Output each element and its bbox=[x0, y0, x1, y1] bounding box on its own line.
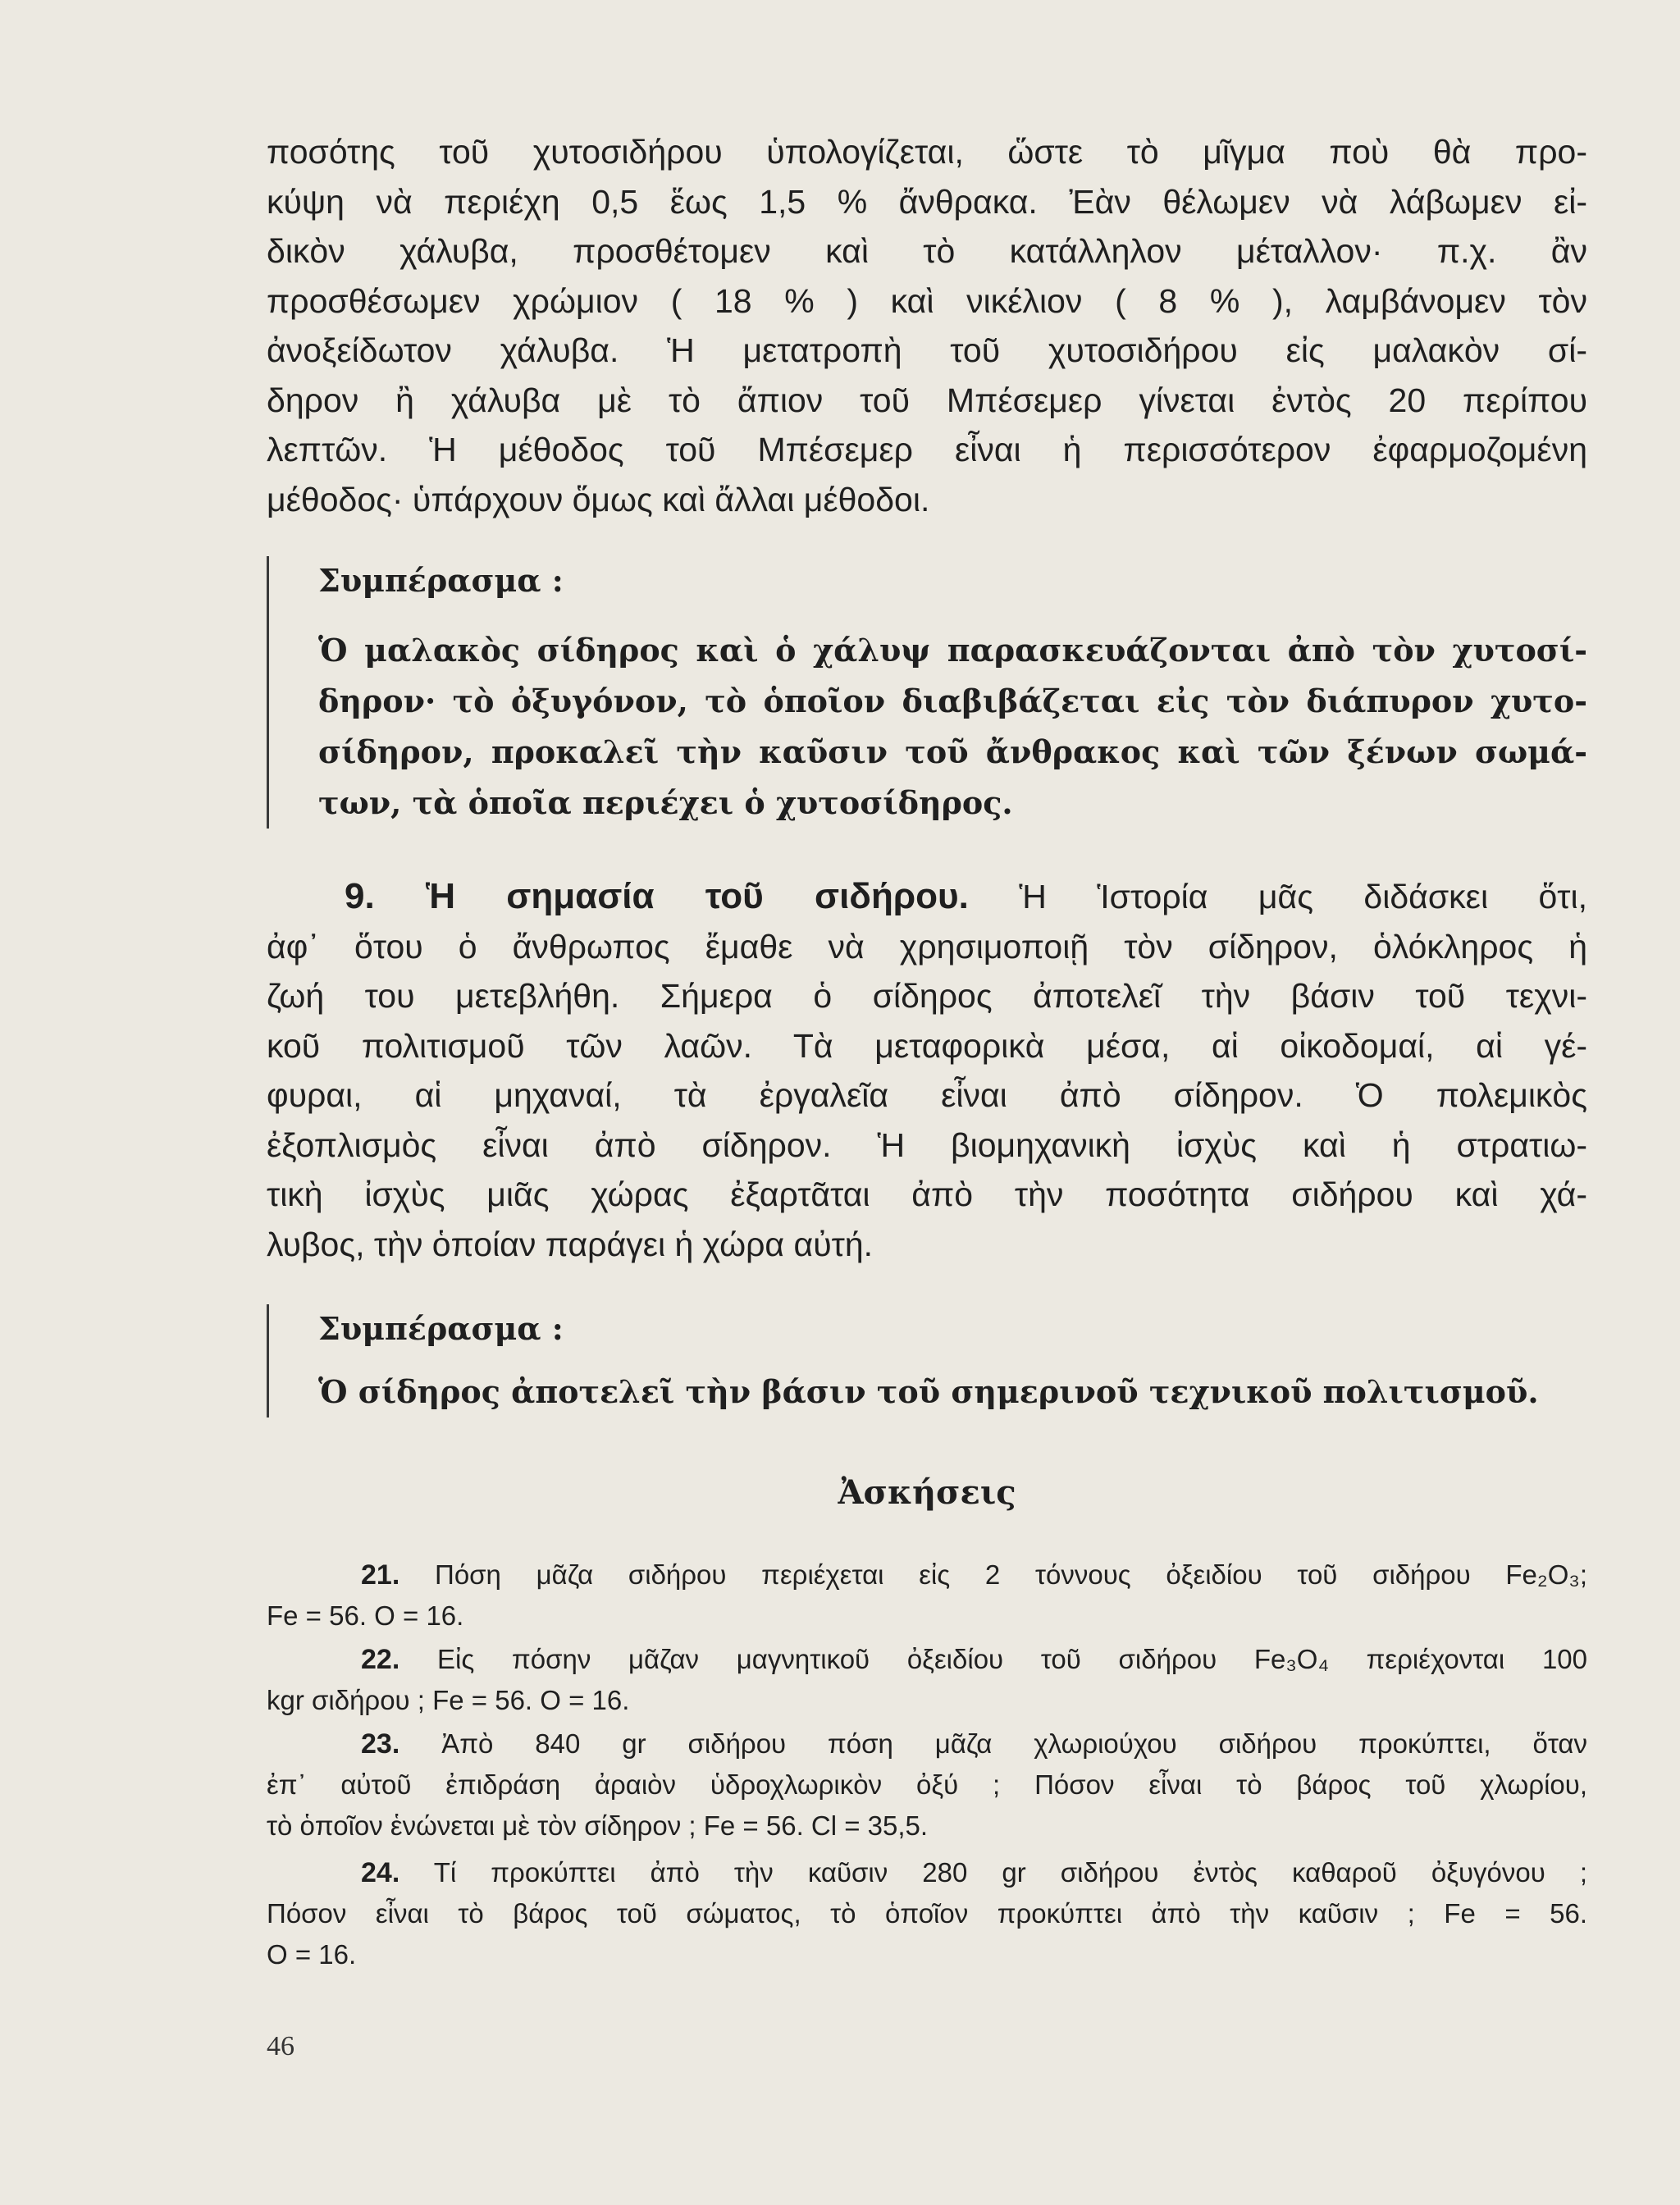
exercise-text: Ἀπὸ 840 gr σιδήρου πόση μᾶζα χλωριούχου σιδήρου προκύπτει, ὅταν bbox=[441, 1728, 1587, 1759]
exercise-first-line bbox=[267, 1723, 1587, 1764]
section-line: λυβος, τὴν ὁποίαν παράγει ἡ χώρα αὐτή. bbox=[267, 1225, 874, 1263]
exercises-title: Ἀσκήσεις bbox=[838, 1473, 1016, 1512]
intro-line: ποσότης τοῦ χυτοσιδήρου ὑπολογίζεται, ὥστε τὸ μῖγμα ποὺ θὰ προ- bbox=[267, 133, 1587, 171]
exercise-line: τὸ ὁποῖον ἑνώνεται μὲ τὸν σίδηρον ; Fe = 56. Cl = 35,5. bbox=[267, 1810, 929, 1841]
exercise-line: kgr σιδήρου ; Fe = 56. O = 16. bbox=[267, 1685, 630, 1715]
intro-line: λεπτῶν. Ἡ μέθοδος τοῦ Μπέσεμερ εἶναι ἡ περισσότερον ἐφαρμοζομένη bbox=[267, 431, 1587, 468]
section-line: κοῦ πολιτισμοῦ τῶν λαῶν. Τὰ μεταφορικὰ μέσα, αἱ οἰκοδομαί, αἱ γέ- bbox=[267, 1026, 1587, 1065]
exercise-first-line bbox=[267, 1639, 1587, 1680]
conclusion-line: Ὁ μαλακὸς σίδηρος καὶ ὁ χάλυψ παρασκευάζονται ἀπὸ τὸν χυτοσί- bbox=[318, 632, 1587, 669]
section-9-first-text: Ἡ Ἱστορία μᾶς διδάσκει ὅτι, bbox=[1019, 878, 1587, 915]
section-line: ἀφ᾽ ὅτου ὁ ἄνθρωπος ἔμαθε νὰ χρησιμοποιῇ τὸν σίδηρον, ὁλόκληρος ἡ bbox=[267, 927, 1587, 966]
section-line: φυραι, αἱ μηχαναί, τὰ ἐργαλεῖα εἶναι ἀπὸ σίδηρον. Ὁ πολεμικὸς bbox=[267, 1076, 1587, 1114]
intro-line: κύψη νὰ περιέχη 0,5 ἕως 1,5 % ἄνθρακα. Ἐὰν θέλωμεν νὰ λάβωμεν εἰ- bbox=[267, 182, 1587, 221]
exercise-line: Fe = 56. O = 16. bbox=[267, 1600, 464, 1631]
intro-line: προσθέσωμεν χρώμιον ( 18 % ) καὶ νικέλιον ( 8 % ), λαμβάνομεν τὸν bbox=[267, 281, 1587, 320]
exercise-number: 22. bbox=[361, 1644, 400, 1675]
conclusion-box-1 bbox=[267, 556, 1587, 829]
exercise-text: Τί προκύπτει ἀπὸ τὴν καῦσιν 280 gr σιδήρου ἐντὸς καθαροῦ ὀξυγόνου ; bbox=[433, 1857, 1587, 1888]
exercise-21 bbox=[267, 1554, 1587, 1637]
exercise-line: Πόσον εἶναι τὸ βάρος τοῦ σώματος, τὸ ὁποῖον προκύπτει ἀπὸ τὴν καῦσιν ; Fe = 56. bbox=[267, 1898, 1587, 1929]
conclusion-heading: Συμπέρασμα : bbox=[318, 562, 564, 599]
exercise-23 bbox=[267, 1723, 1587, 1847]
section-9 bbox=[267, 872, 1587, 1269]
intro-paragraph bbox=[267, 127, 1587, 524]
conclusion-line: σίδηρον, προκαλεῖ τὴν καῦσιν τοῦ ἄνθρακος καὶ τῶν ξένων σωμά- bbox=[318, 733, 1587, 770]
exercise-first-line bbox=[267, 1852, 1587, 1893]
exercise-22 bbox=[267, 1639, 1587, 1721]
exercise-line: ἐπ᾽ αὐτοῦ ἐπιδράση ἀραιὸν ὑδροχλωρικὸν ὀξύ ; Πόσον εἶναι τὸ βάρος τοῦ χλωρίου, bbox=[267, 1769, 1587, 1800]
exercise-line: O = 16. bbox=[267, 1939, 357, 1970]
section-line: τικὴ ἰσχὺς μιᾶς χώρας ἐξαρτᾶται ἀπὸ τὴν ποσότητα σιδήρου καὶ χά- bbox=[267, 1176, 1587, 1213]
conclusion-text: Ὁ σίδηρος ἀποτελεῖ τὴν βάσιν τοῦ σημερινοῦ τεχνικοῦ πολιτισμοῦ. bbox=[318, 1373, 1539, 1410]
intro-line: μέθοδος· ὑπάρχουν ὅμως καὶ ἄλλαι μέθοδοι. bbox=[267, 480, 930, 518]
section-9-first-line bbox=[267, 872, 1587, 922]
exercise-number: 24. bbox=[361, 1857, 400, 1888]
conclusion-heading: Συμπέρασμα : bbox=[318, 1310, 564, 1347]
conclusion-box-2 bbox=[267, 1304, 1587, 1418]
intro-line: ἀνοξείδωτον χάλυβα. Ἡ μετατροπὴ τοῦ χυτοσιδήρου εἰς μαλακὸν σί- bbox=[267, 331, 1587, 369]
section-line: ἐξοπλισμὸς εἶναι ἀπὸ σίδηρον. Ἡ βιομηχανικὴ ἰσχὺς καὶ ἡ στρατιω- bbox=[267, 1125, 1587, 1164]
exercise-text: Πόση μᾶζα σιδήρου περιέχεται εἰς 2 τόννους ὀξειδίου τοῦ σιδήρου Fe₂O₃; bbox=[435, 1559, 1587, 1590]
conclusion-line: δηρον· τὸ ὀξυγόνον, τὸ ὁποῖον διαβιβάζεται εἰς τὸν διάπυρον χυτο- bbox=[318, 682, 1587, 719]
conclusion-line: των, τὰ ὁποῖα περιέχει ὁ χυτοσίδηρος. bbox=[318, 784, 1013, 821]
exercise-24 bbox=[267, 1852, 1587, 1975]
exercise-text: Εἰς πόσην μᾶζαν μαγνητικοῦ ὀξειδίου τοῦ σιδήρου Fe₃O₄ περιέχονται 100 bbox=[437, 1644, 1588, 1674]
intro-line: δικὸν χάλυβα, προσθέτομεν καὶ τὸ κατάλληλον μέταλλον· π.χ. ἂν bbox=[267, 232, 1587, 270]
exercise-number: 23. bbox=[361, 1728, 400, 1760]
intro-line: δηρον ἢ χάλυβα μὲ τὸ ἄπιον τοῦ Μπέσεμερ γίνεται ἐντὸς 20 περίπου bbox=[267, 381, 1587, 419]
exercise-first-line bbox=[267, 1554, 1587, 1596]
section-heading: 9. Ἡ σημασία τοῦ σιδήρου. bbox=[345, 876, 969, 916]
page-number: 46 bbox=[267, 2031, 294, 2061]
exercise-number: 21. bbox=[361, 1559, 400, 1591]
section-line: ζωή του μετεβλήθη. Σήμερα ὁ σίδηρος ἀποτελεῖ τὴν βάσιν τοῦ τεχνι- bbox=[267, 977, 1587, 1015]
